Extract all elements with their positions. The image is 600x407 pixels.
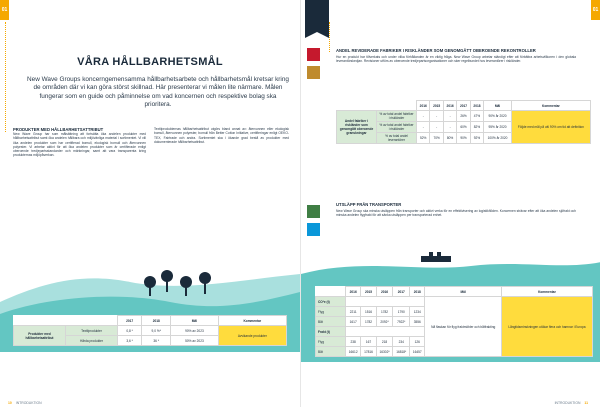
col-header: Kommentar (511, 101, 590, 111)
lead-text: New Wave Groups koncerngemensamma hållbarhetsarbete och hållbarhetsmål kretsar kring de områden där vi kan göra störst skillnad. Här presenterar vi målen lite närmare. Målen fungerar som en guide och påminnelse om vad koncernen och respektive bolag ska prioritera. (27, 76, 289, 109)
col-header: 2017 (457, 101, 470, 111)
comment-cell: Långtidsminskningen utökar flera och hamnar i Europa (501, 297, 592, 357)
table-cell: 52% (417, 133, 430, 144)
section-title: ANDEL REVIDERADE FABRIKER I RISKLÄNDER SOM GENOMGÅTT OBEROENDE REKONTROLLER (336, 48, 536, 53)
sdg-icon (307, 48, 320, 61)
footer (301, 398, 600, 407)
section-title: PRODUKTER MED HÅLLBARHETSATTRIBUT (13, 127, 104, 132)
page-tab: 01 (591, 0, 600, 20)
table-cell: - (443, 111, 456, 122)
table-cell: 16612 (346, 347, 361, 357)
table-cell: 82% (470, 122, 483, 133)
section-title: UTSLÄPP FRÅN TRANSPORTER (336, 202, 402, 207)
table-cell: 1782 (376, 307, 393, 317)
section-body: New Wave Group ska minska utsläppen från transporter och aktivt verka för en effektivisering av logistikflöden. Koncernen strävar efter att öka andelen sjöfrakt och minska andelen flygfrakt för att sänka utsläppen per transporterad enhet. (336, 209, 576, 218)
row-sub-label: Båt (316, 317, 346, 327)
table-cell: 70% (430, 133, 443, 144)
table-cell: 2211 (346, 307, 361, 317)
row-sub-label: % av total andel fabriker i riskländer (377, 122, 417, 133)
sdg-icon (307, 205, 320, 218)
col-header: 2016 (376, 287, 393, 297)
table-cell: 36 * (142, 336, 171, 346)
footer-label: INTRODUKTION (554, 400, 581, 405)
row-sub-label: % av total andel fabriker i riskländer (377, 111, 417, 122)
col-header: 2017 (118, 316, 142, 326)
sdg-icons (307, 48, 333, 84)
table-cell: - (443, 122, 456, 133)
row-label: Andel fabriker i riskländer som genomgått oberoende granskningar (337, 111, 377, 144)
table-cell: 1790 (393, 307, 410, 317)
table-cell: 2092* (376, 317, 393, 327)
goal-cell: 95% år 2020 (484, 122, 512, 133)
col-header: 2018 (470, 101, 483, 111)
table-cell: 1782 (361, 317, 376, 327)
transport-table (315, 286, 593, 357)
page-tab: 01 (0, 0, 9, 20)
col-header: Mål (425, 287, 501, 297)
comment-cell: Avvikande produkter (218, 326, 286, 346)
group-label: Frakt (t) (316, 327, 346, 337)
col-header: 2017 (393, 287, 410, 297)
col-header: Mål (484, 101, 512, 111)
comment-cell: Följde med mål på väl 90% om tid att definition (511, 111, 590, 144)
right-page (300, 0, 600, 407)
section-left-col (13, 127, 146, 158)
section-body-2: Textilprodukternas hållbarhetsattribut utgörs bland annat av: återvunnen eller ekologisk bomull, återvunnen polyester, bomull från Better Cotton Initiative, certifieringar enligt OEKO-TEX, Fairtrade och andra. Sortimentet ska i ökande grad bestå av produkter med dokumenterade hållbarhetsattribut. (154, 127, 289, 144)
table-cell: 1234 (410, 307, 425, 317)
table-cell: - (417, 122, 430, 133)
table-cell: 80% (443, 133, 456, 144)
table-cell: 3,6 * (118, 336, 142, 346)
table-cell: 0,8 * (118, 326, 142, 336)
sdg-ribbon (305, 0, 329, 32)
col-header: 2018 (410, 287, 425, 297)
footnote: * Under 2018 har New Wave Group ett förbättrat rapporteringsflöde för själva frakten. Data från 2016 och 2017 har korrigerats. (315, 385, 472, 389)
table-cell: 92% (470, 133, 483, 144)
table-cell: - (430, 111, 443, 122)
section-body: Hur en produkt har tillverkats och under vilka förhållanden är en viktig fråga. New Wave Group arbetar ständigt efter att förbättra arbetsvillkoren i den globala leverantörskedjan. Revisioner utförs av oberoende tredjepartsorganisationer och sker regelbundet hos leverantörer i riskländer. (336, 55, 576, 64)
row-sub-label: Båt (316, 347, 346, 357)
col-header: 2018 (142, 316, 171, 326)
sdg-icon (307, 66, 320, 79)
table-cell: 90% av 2023 (171, 326, 218, 336)
table-cell: 47% (470, 111, 483, 122)
page-title: VÅRA HÅLLBARHETSMÅL (77, 56, 223, 68)
sdg-icons (307, 205, 333, 241)
row-sub-label: Flyg (316, 307, 346, 317)
col-header: 2015 (361, 287, 376, 297)
row-sub-label: Textilprodukter (66, 326, 118, 336)
table-cell: 16818* (393, 347, 410, 357)
col-header: Kommentar (218, 316, 286, 326)
col-header: 2015 (430, 101, 443, 111)
table-cell: 1617 (346, 317, 361, 327)
sdg-icon (307, 223, 320, 236)
table-cell: 16457 (410, 347, 425, 357)
ship-icon (421, 252, 451, 262)
footer (0, 398, 300, 407)
row-sub-label: Hårda produkter (66, 336, 118, 346)
footnote: * New Wave Groups koncernbolaget har fått resultaten i både svenska och engelska rapportering för 2018. (13, 362, 146, 366)
page-number: 10 (8, 400, 12, 405)
table-cell: 218 (376, 337, 393, 347)
table-cell: 7922* (393, 317, 410, 327)
section1 (336, 48, 576, 64)
table-cell: 16302* (376, 347, 393, 357)
row-sub-label: % av total andel leverantörer (377, 133, 417, 144)
table-cell: 1516 (361, 307, 376, 317)
goal-cell: Nå flaskan för flyg fraktmöbler och båtfrakting (425, 297, 501, 357)
col-header: 2016 (443, 101, 456, 111)
footer-label: INTRODUKTION (15, 400, 42, 405)
row-sub-label: Flyg (316, 337, 346, 347)
col-header: 2016 (417, 101, 430, 111)
col-header: Kommentar (501, 287, 592, 297)
section-right-col (154, 127, 289, 144)
table-cell: - (430, 122, 443, 133)
dotted-line (5, 22, 6, 132)
table-cell: 126 (410, 337, 425, 347)
factories-table (336, 100, 591, 144)
table-cell: 50% av 2023 (171, 336, 218, 346)
goal-cell: 100% år 2020 (484, 133, 512, 144)
goal-cell: 90% år 2020 (484, 111, 512, 122)
row-label: Produkter med hållbarhetsattribut (14, 326, 66, 346)
section2 (336, 202, 576, 218)
table-cell: 90% (457, 133, 470, 144)
table-cell: 26% (457, 111, 470, 122)
table-cell: 3556 (410, 317, 425, 327)
page-number: 11 (584, 400, 588, 405)
table-cell: - (417, 111, 430, 122)
table-cell: 60% (457, 122, 470, 133)
group-label: CO²e (t) (316, 297, 346, 307)
table-cell: 167 (361, 337, 376, 347)
table-cell: 17816 (361, 347, 376, 357)
table-cell: 238 (346, 337, 361, 347)
table-cell: 9,0 %* (142, 326, 171, 336)
table-cell: 234 (393, 337, 410, 347)
products-table (13, 315, 287, 346)
col-header: Mål (171, 316, 218, 326)
section-body: New Wave Group har som målsättning att fortsätta öka andelen produkter med hållbarhetsattribut samt öka andelen hållbara och miljövänliga material i sortimentet. Vi vill öka andelen produkter som har certifierad bomull, ekologisk bomull och återvunnen polyester. Vi arbetar aktivt för att öka andelen produkter som är certifierade enligt oberoende tredjepartsstandarder och märkningar, samt att vara transparenta kring produkternas miljöpåverkan. (13, 132, 146, 158)
col-header: 2016 (346, 287, 361, 297)
